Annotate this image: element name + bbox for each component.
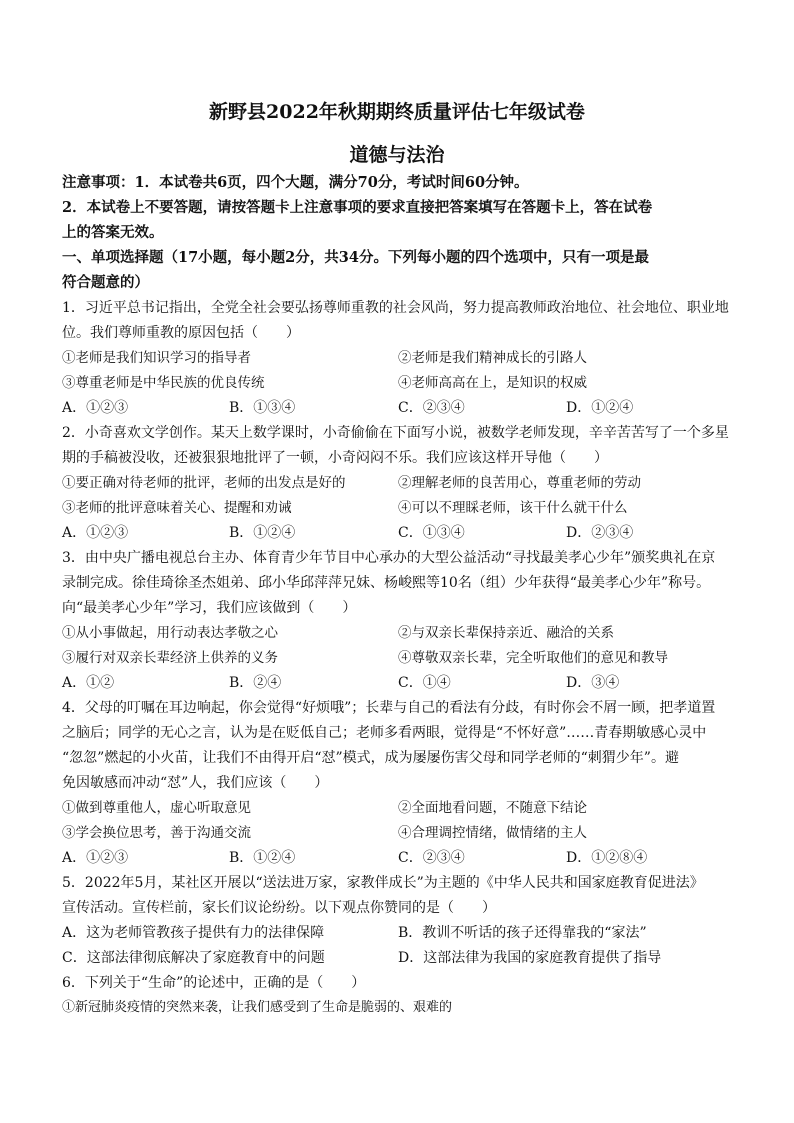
option-a: A．①②: [62, 675, 115, 691]
option-b: B．①②④: [229, 525, 296, 541]
statement: ②老师是我们精神成长的引路人: [398, 350, 587, 366]
question-stem: 1．习近平总书记指出，全党全社会要弘扬尊师重教的社会风尚，努力提高教师政治地位、社会地位、职业地: [62, 300, 729, 316]
question-stem: “忽忽”燃起的小火苗，让我们不由得开启“怼”模式，成为屡屡伤害父母和同学老师的“刺猬少年”。避: [62, 750, 679, 766]
option-b: B．②④: [229, 675, 282, 691]
section-heading: 一、单项选择题（17小题，每小题2分，共34分。下列每小题的四个选项中，只有一项是最: [62, 249, 649, 266]
option-b: B．①③④: [229, 400, 296, 416]
notice-line-2: 2．本试卷上不要答题，请按答题卡上注意事项的要求直接把答案填写在答题卡上，答在试卷: [62, 199, 653, 216]
statement: ④合理调控情绪，做情绪的主人: [398, 825, 587, 841]
statement: ④老师高高在上，是知识的权威: [398, 375, 587, 391]
statement: ③学会换位思考，善于沟通交流: [62, 825, 251, 841]
question-stem: 录制完成。徐佳琦徐圣杰姐弟、邱小华邱萍萍兄妹、杨峻熙等10名（组）少年获得“最美孝心少年”称号。: [62, 575, 711, 591]
option-b: B．①②④: [229, 850, 296, 866]
question-stem: 5．2022年5月，某社区开展以“送法进万家，家教伴成长”为主题的《中华人民共和国家庭教育促进法》: [62, 875, 704, 891]
question-stem: 6．下列关于“生命”的论述中，正确的是（ ）: [62, 975, 366, 991]
option-a: A．这为老师管教孩子提供有力的法律保障: [62, 925, 325, 941]
statement: ①要正确对待老师的批评，老师的出发点是好的: [62, 475, 346, 491]
section-heading-cont: 符合题意的）: [62, 274, 149, 291]
question-stem: 4．父母的叮嘱在耳边响起，你会觉得“好烦哦”；长辈与自己的看法有分歧，有时你会不屑一顾，把孝道置: [62, 700, 716, 716]
question-stem: 宣传活动。宣传栏前，家长们议论纷纷。以下观点你赞同的是（ ）: [62, 900, 496, 916]
option-d: D．③④: [566, 675, 620, 691]
option-a: A．①②③: [62, 850, 129, 866]
option-d: D．这部法律为我国的家庭教育提供了指导: [398, 950, 662, 966]
option-c: C．这部法律彻底解决了家庭教育中的问题: [62, 950, 325, 966]
option-c: C．①③④: [398, 525, 465, 541]
statement: ④可以不理睬老师，该干什么就干什么: [398, 500, 628, 516]
statement: ②理解老师的良苦用心，尊重老师的劳动: [398, 475, 641, 491]
question-stem: 位。我们尊师重教的原因包括（ ）: [62, 325, 300, 341]
option-a: A．①②③: [62, 400, 129, 416]
statement: ①从小事做起，用行动表达孝敬之心: [62, 625, 278, 641]
option-c: C．②③④: [398, 850, 465, 866]
question-stem: 免因敏感而冲动“怼”人，我们应该（ ）: [62, 775, 329, 791]
notice-line-1: 注意事项：1．本试卷共6页，四个大题，满分70分，考试时间60分钟。: [62, 174, 529, 191]
statement: ③履行对双亲长辈经济上供养的义务: [62, 650, 278, 666]
question-stem: 向“最美孝心少年”学习，我们应该做到（ ）: [62, 600, 357, 616]
statement: ③老师的批评意味着关心、提醒和劝诫: [62, 500, 292, 516]
option-d: D．②③④: [566, 525, 634, 541]
statement: ①老师是我们知识学习的指导者: [62, 350, 251, 366]
option-d: D．①②④: [566, 400, 634, 416]
option-b: B．教训不听话的孩子还得靠我的“家法”: [398, 925, 647, 941]
option-c: C．①④: [398, 675, 451, 691]
statement: ①做到尊重他人，虚心听取意见: [62, 800, 251, 816]
question-stem: 2．小奇喜欢文学创作。某天上数学课时，小奇偷偷在下面写小说，被数学老师发现，辛辛苦苦写了一个多星: [62, 425, 729, 441]
statement: ①新冠肺炎疫情的突然来袭，让我们感受到了生命是脆弱的、艰难的: [62, 1000, 453, 1015]
option-c: C．②③④: [398, 400, 465, 416]
option-d: D．①②⑧④: [566, 850, 648, 866]
option-a: A．①②③: [62, 525, 129, 541]
statement: ③尊重老师是中华民族的优良传统: [62, 375, 265, 391]
statement: ④尊敬双亲长辈，完全听取他们的意见和教导: [398, 650, 668, 666]
statement: ②与双亲长辈保持亲近、融洽的关系: [398, 625, 614, 641]
notice-line-3: 上的答案无效。: [62, 224, 164, 241]
question-stem: 期的手稿被没收，还被狠狠地批评了一顿，小奇闷闷不乐。我们应该这样开导他（ ）: [62, 450, 608, 466]
exam-title: 新野县2022年秋期期终质量评估七年级试卷: [209, 101, 585, 123]
statement: ②全面地看问题，不随意下结论: [398, 800, 587, 816]
question-stem: 之脑后；同学的无心之言，认为是在贬低自己；老师多看两眼，觉得是“不怀好意”……青春期敏感心灵中: [62, 725, 707, 741]
question-stem: 3．由中央广播电视总台主办、体育青少年节目中心承办的大型公益活动“寻找最美孝心少年”颁奖典礼在京: [62, 550, 716, 566]
subject-title: 道德与法治: [349, 144, 445, 166]
